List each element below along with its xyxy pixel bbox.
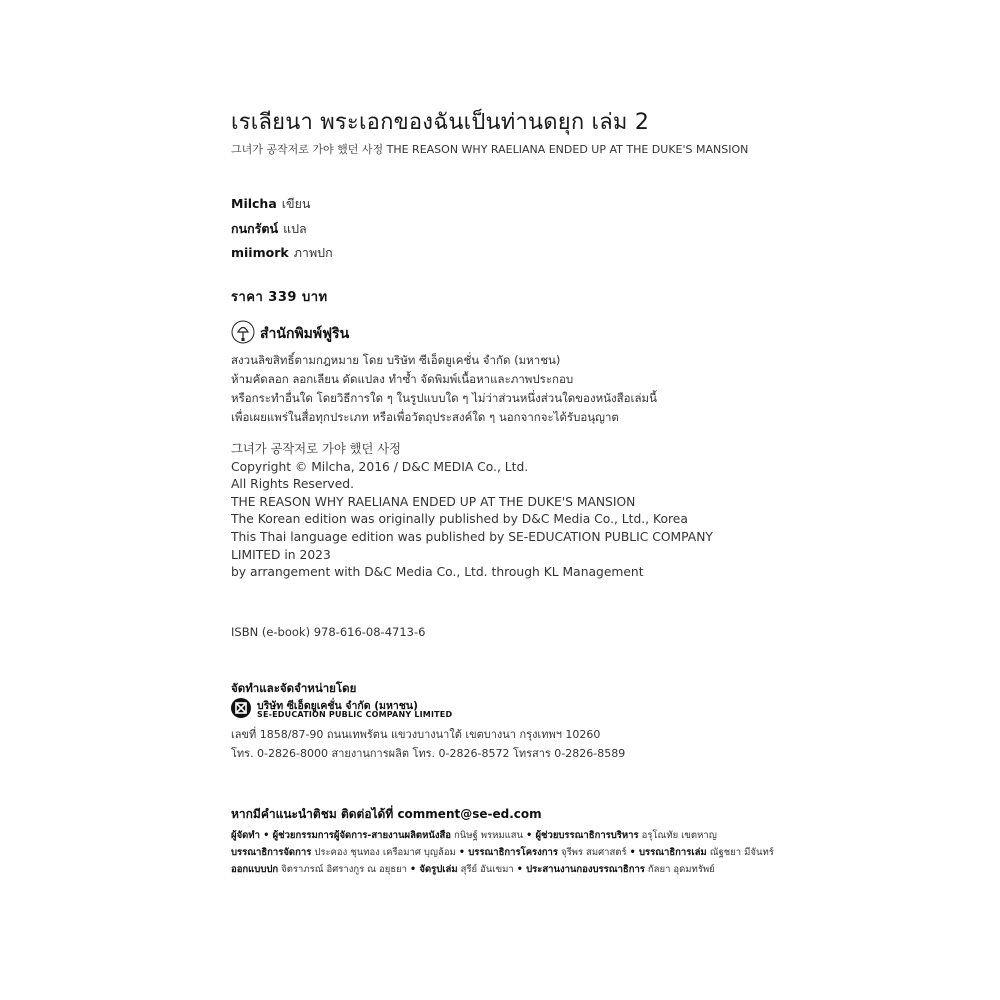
staff-names: จิตราภรณ์ อิศรางกูร ณ อยุธยา [278,864,411,876]
legal-line: เพื่อเผยแพร่ในสื่อทุกประเภท หรือเพื่อวัตถุประสงค์ใด ๆ นอกจากจะได้รับอนุญาต [231,410,619,424]
staff-role: • ผู้ช่วยบรรณาธิการบริหาร [526,830,639,841]
credit-translator [231,219,307,239]
credit-name: กนกรัตน์ [231,221,279,236]
copyright-line: THE REASON WHY RAELIANA ENDED UP AT THE DUKE'S MANSION [231,494,636,509]
staff-names: กัลยา อุดมทรัพย์ [644,864,715,876]
copyright-line: The Korean edition was originally published by D&C Media Co., Ltd., Korea [231,512,688,527]
staff-names: สุรีย์ อันเขมา [457,864,517,876]
copyright-line: 그녀가 공작저로 가야 했던 사정 [231,442,402,456]
staff-role: ผู้จัดทำ • ผู้ช่วยกรรมการผู้จัดการ-สายงานผลิตหนังสือ [231,830,451,841]
publisher-name: สำนักพิมพ์ฟูริน [260,326,350,342]
book-title: เรเลียนา พระเอกของฉันเป็นท่านดยุก เล่ม 2 [231,110,650,135]
distributor-phones: โทร. 0-2826-8000 สายงานการผลิต โทร. 0-2826-8572 โทรสาร 0-2826-8589 [231,747,626,760]
book-subtitle: 그녀가 공작저로 가야 했던 사정 THE REASON WHY RAELIANA ENDED UP AT THE DUKE'S MANSION [231,143,749,156]
distributor-name-en: SE-EDUCATION PUBLIC COMPANY LIMITED [257,710,453,719]
staff-line [231,861,774,878]
price: ราคา 339 บาท [231,290,328,305]
credit-name: miimork [231,245,289,260]
copyright-page [231,0,951,1000]
copyright-line: This Thai language edition was published by SE-EDUCATION PUBLIC COMPANY [231,529,713,544]
staff-role: • จัดรูปเล่ม [410,864,458,876]
staff-line [231,844,774,861]
copyright-line: LIMITED in 2023 [231,547,331,562]
staff-role: • บรรณาธิการเล่ม [629,847,707,859]
furin-wind-chime-icon [231,320,255,344]
staff-role: ออกแบบปก [231,864,279,876]
staff-role: • ประสานงานกองบรรณาธิการ [516,864,645,876]
legal-line: สงวนลิขสิทธิ์ตามกฎหมาย โดย บริษัท ซีเอ็ดยูเคชั่น จำกัด (มหาชน) [231,353,561,367]
staff-names: ประคอง ชุนทอง เครือมาศ บุญล้อม [311,847,459,859]
se-ed-logo-icon [231,698,251,718]
copyright-block [231,441,713,582]
legal-notice [231,351,657,427]
distributor-name-th: บริษัท ซีเอ็ดยูเคชั่น จำกัด (มหาชน) [257,700,418,712]
staff-names: จุรีพร สมศาสตร์ [557,847,630,859]
distribution-label: จัดทำและจัดจำหน่ายโดย [231,681,357,695]
credit-role: ภาพปก [293,245,333,260]
legal-line: ห้ามคัดลอก ลอกเลียน ดัดแปลง ทำซ้ำ จัดพิมพ์เนื้อหาและภาพประกอบ [231,372,574,386]
distributor-address: เลขที่ 1858/87-90 ถนนเทพรัตน แขวงบางนาใต้ เขตบางนา กรุงเทพฯ 10260 [231,728,601,741]
credit-author [231,194,310,214]
staff-names: กนิษฐ์ พรหมแสน [450,830,527,841]
copyright-line: by arrangement with D&C Media Co., Ltd. through KL Management [231,565,644,580]
staff-role: บรรณาธิการจัดการ [231,847,312,859]
isbn: ISBN (e-book) 978-616-08-4713-6 [231,625,426,639]
staff-credits [231,827,774,879]
staff-role: • บรรณาธิการโครงการ [458,847,558,859]
copyright-line: All Rights Reserved. [231,477,354,492]
legal-line: หรือกระทำอื่นใด โดยวิธีการใด ๆ ในรูปแบบใด ๆ ไม่ว่าส่วนหนึ่งส่วนใดของหนังสือเล่มนี้ [231,391,657,405]
credit-name: Milcha [231,196,277,211]
credit-illustrator [231,243,333,263]
credit-role: เขียน [281,196,311,211]
feedback-contact: หากมีคำแนะนำติชม ติดต่อได้ที่ comment@se-ed.com [231,807,542,821]
copyright-line: Copyright © Milcha, 2016 / D&C MEDIA Co., Ltd. [231,459,529,474]
staff-names: อรุโณทัย เขตหาญ [638,830,717,841]
staff-names: ณัฐชยา มีจันทร์ [706,847,774,859]
distributor-contact [231,725,625,763]
staff-line [231,827,774,844]
credit-role: แปล [283,221,307,236]
